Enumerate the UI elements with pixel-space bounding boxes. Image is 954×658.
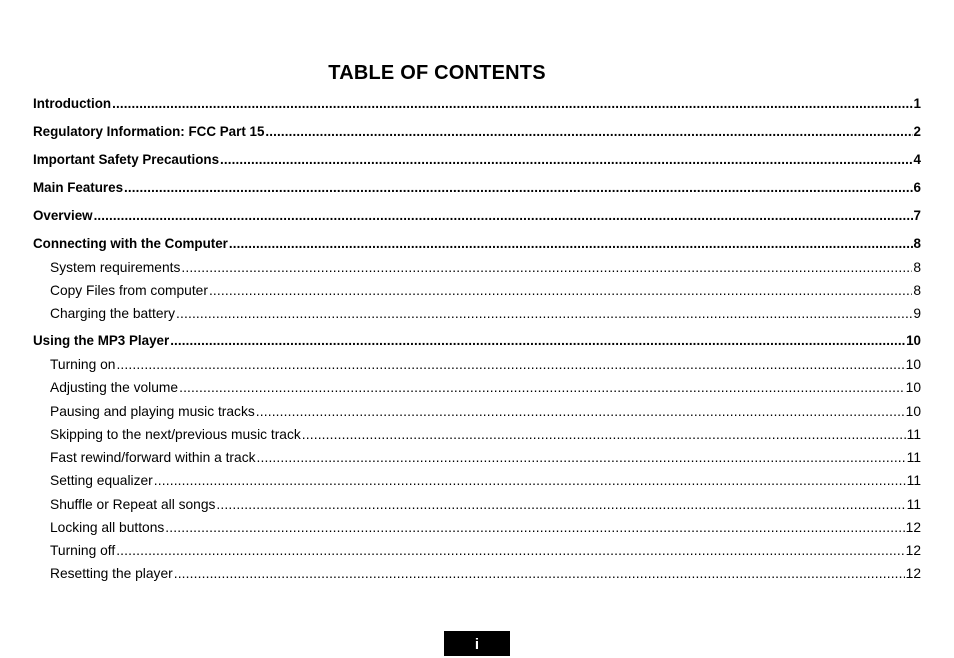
- toc-entry-label: Main Features: [33, 180, 124, 195]
- toc-entry-page: 12: [905, 520, 921, 535]
- leader-dots: [302, 426, 906, 444]
- toc-entry-page: 10: [905, 357, 921, 372]
- leader-dots: [124, 179, 913, 197]
- toc-entry-label: Adjusting the volume: [50, 380, 179, 395]
- toc-entry-label: Turning off: [50, 543, 116, 558]
- leader-dots: [209, 282, 912, 300]
- toc-entry-label: Skipping to the next/previous music track: [50, 427, 301, 442]
- page-number-badge: i: [444, 631, 510, 656]
- leader-dots: [176, 305, 912, 323]
- toc-subentry-system-requirements[interactable]: [33, 259, 921, 277]
- toc-entry-label: Shuffle or Repeat all songs: [50, 497, 216, 512]
- toc-subentry-resetting-player[interactable]: [33, 565, 921, 583]
- toc-subentry-turning-on[interactable]: [33, 356, 921, 374]
- toc-entry-page: 2: [913, 124, 921, 139]
- toc-subentry-setting-equalizer[interactable]: [33, 472, 921, 490]
- leader-dots: [116, 356, 904, 374]
- toc-entry-main-features[interactable]: [33, 179, 921, 197]
- toc-entry-label: Resetting the player: [50, 566, 173, 581]
- toc-entry-label: Turning on: [50, 357, 116, 372]
- toc-entry-page: 10: [905, 404, 921, 419]
- toc-subentry-shuffle-repeat[interactable]: [33, 496, 921, 514]
- toc-subentry-copy-files[interactable]: [33, 282, 921, 300]
- toc-entry-page: 7: [913, 208, 921, 223]
- toc-entry-page: 4: [913, 152, 921, 167]
- toc-entry-page: 11: [906, 427, 921, 442]
- toc-subentry-adjusting-volume[interactable]: [33, 379, 921, 397]
- toc-entry-label: Setting equalizer: [50, 473, 153, 488]
- toc-entry-overview[interactable]: [33, 207, 921, 225]
- leader-dots: [265, 123, 912, 141]
- leader-dots: [165, 519, 904, 537]
- toc-entry-label: System requirements: [50, 260, 181, 275]
- toc-entry-page: 12: [905, 566, 921, 581]
- leader-dots: [174, 565, 905, 583]
- toc-subentry-fast-rewind-forward[interactable]: [33, 449, 921, 467]
- leader-dots: [181, 259, 912, 277]
- toc-entry-safety-precautions[interactable]: [33, 151, 921, 169]
- toc-entry-label: Important Safety Precautions: [33, 152, 220, 167]
- toc-entry-introduction[interactable]: [33, 95, 921, 113]
- toc-subentry-skipping-tracks[interactable]: [33, 426, 921, 444]
- leader-dots: [112, 95, 912, 113]
- leader-dots: [220, 151, 913, 169]
- toc-entry-page: 8: [913, 260, 921, 275]
- leader-dots: [257, 449, 906, 467]
- toc-entry-page: 12: [905, 543, 921, 558]
- leader-dots: [216, 496, 905, 514]
- toc-entry-regulatory-information[interactable]: [33, 123, 921, 141]
- toc-entry-page: 10: [906, 333, 921, 348]
- toc-entry-label: Locking all buttons: [50, 520, 165, 535]
- toc-entry-page: 11: [906, 497, 921, 512]
- toc-entry-page: 1: [913, 96, 921, 111]
- toc-entry-page: 11: [906, 473, 921, 488]
- toc-entry-page: 8: [913, 236, 921, 251]
- toc-subentry-turning-off[interactable]: [33, 542, 921, 560]
- leader-dots: [154, 472, 906, 490]
- leader-dots: [256, 403, 905, 421]
- toc-entry-page: 9: [913, 306, 921, 321]
- toc-entry-label: Overview: [33, 208, 93, 223]
- leader-dots: [179, 379, 905, 397]
- toc-subentry-charging-battery[interactable]: [33, 305, 921, 323]
- toc-entry-page: 6: [913, 180, 921, 195]
- toc-entry-using-mp3-player[interactable]: [33, 332, 921, 350]
- toc-entry-label: Connecting with the Computer: [33, 236, 228, 251]
- toc-entry-label: Charging the battery: [50, 306, 176, 321]
- page-title: TABLE OF CONTENTS: [328, 62, 546, 84]
- toc-entry-label: Regulatory Information: FCC Part 15: [33, 124, 265, 139]
- leader-dots: [229, 235, 913, 253]
- toc-entry-page: 10: [905, 380, 921, 395]
- toc-entry-label: Introduction: [33, 96, 112, 111]
- toc-entry-label: Fast rewind/forward within a track: [50, 450, 256, 465]
- toc-entry-label: Pausing and playing music tracks: [50, 404, 255, 419]
- toc-subentry-locking-buttons[interactable]: [33, 519, 921, 537]
- leader-dots: [170, 332, 905, 350]
- leader-dots: [94, 207, 913, 225]
- toc-subentry-pausing-playing[interactable]: [33, 403, 921, 421]
- toc-entry-label: Using the MP3 Player: [33, 333, 170, 348]
- leader-dots: [116, 542, 904, 560]
- toc-entry-connecting-computer[interactable]: [33, 235, 921, 253]
- toc-entry-page: 8: [913, 283, 921, 298]
- toc-entry-label: Copy Files from computer: [50, 283, 208, 298]
- toc-entry-page: 11: [906, 450, 921, 465]
